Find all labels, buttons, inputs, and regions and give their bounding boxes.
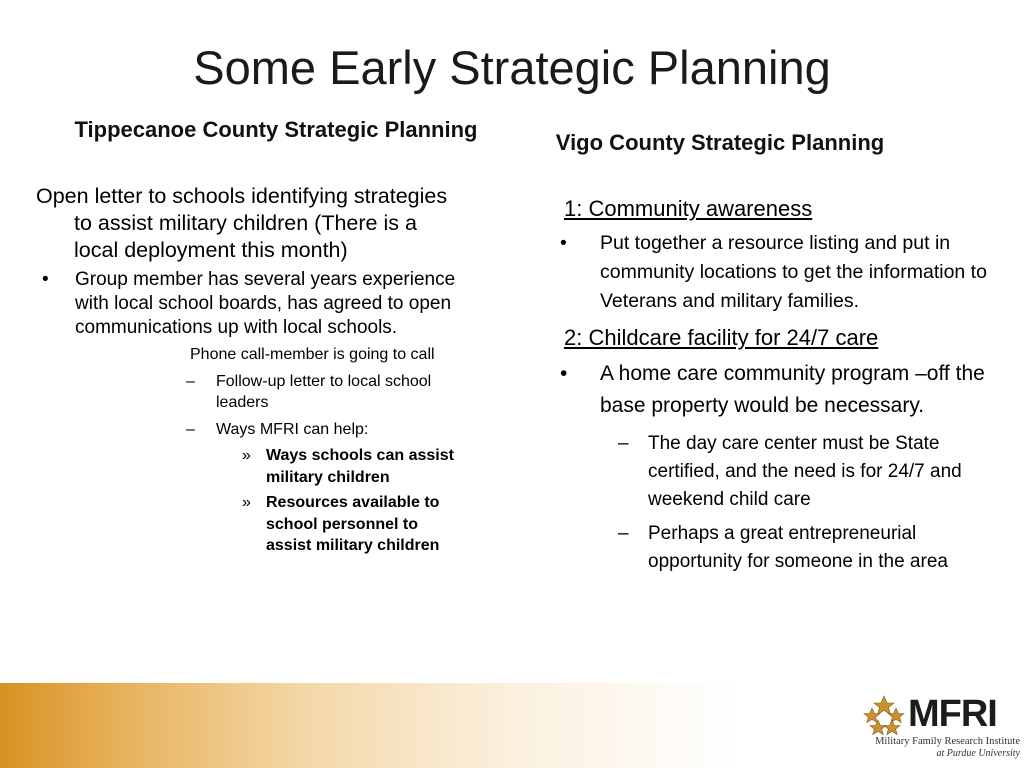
- right-bullet-text: Put together a resource listing and put in community locations to get the information to Veterans and military families.: [600, 232, 987, 312]
- left-bullet-text: Group member has several years experience with local school boards, has agreed to open communications up with local schools.: [75, 269, 456, 338]
- left-bullet: [36, 268, 466, 340]
- sub-item-text: Follow-up letter to local school leaders: [216, 372, 432, 411]
- sub-sub-item-resources: [36, 492, 466, 557]
- right-bullet-resource-listing: [556, 229, 1005, 316]
- sub-item-ways-mfri: [36, 419, 466, 441]
- logo-subtitle-university: at Purdue University: [936, 748, 1020, 759]
- left-column: [36, 183, 466, 561]
- section-community-awareness: 1: Community awareness: [564, 196, 813, 221]
- dash-marker: –: [186, 372, 195, 390]
- dash-marker: –: [618, 523, 629, 544]
- sub-sub-item-text: Resources available to school personnel to assist military children: [266, 494, 440, 554]
- right-column: [560, 195, 1005, 582]
- section-childcare: 2: Childcare facility for 24/7 care: [564, 325, 879, 350]
- sub-item-follow-up: [36, 371, 466, 414]
- right-bullet-home-care: [556, 358, 1005, 422]
- sub-item-phone-call: [36, 344, 466, 366]
- right-sub-item-text: The day care center must be State certified, and the need is for 24/7 and weekend child care: [648, 433, 962, 510]
- mfri-logo-text: MFRI: [908, 693, 997, 735]
- bullet-marker: •: [560, 232, 567, 254]
- left-column-heading: Tippecanoe County Strategic Planning: [74, 117, 478, 142]
- sub-item-text: Phone call-member is going to call: [190, 346, 435, 363]
- chevron-marker: »: [242, 447, 251, 464]
- dash-marker: –: [186, 420, 195, 438]
- sub-sub-item-ways-schools: [36, 445, 466, 488]
- right-column-heading: Vigo County Strategic Planning: [555, 130, 885, 155]
- bullet-marker: •: [560, 362, 568, 385]
- bullet-marker: •: [42, 269, 49, 290]
- right-sub-item-opportunity: [560, 520, 1005, 576]
- right-sub-item-text: Perhaps a great entrepreneurial opportunity for someone in the area: [648, 523, 948, 572]
- sub-item-text: Ways MFRI can help:: [216, 420, 369, 438]
- right-bullet-text: A home care community program –off the base property would be necessary.: [600, 362, 985, 417]
- left-intro-text: Open letter to schools identifying strategies to assist military children (There is a local deployment this month): [36, 184, 448, 262]
- slide-title: Some Early Strategic Planning: [193, 41, 831, 94]
- chevron-marker: »: [242, 494, 251, 511]
- logo-subtitle: Military Family Research Institute: [875, 736, 1020, 747]
- sub-sub-item-text: Ways schools can assist military children: [266, 447, 454, 486]
- dash-marker: –: [618, 433, 629, 454]
- right-sub-item-day-care: [560, 430, 1005, 514]
